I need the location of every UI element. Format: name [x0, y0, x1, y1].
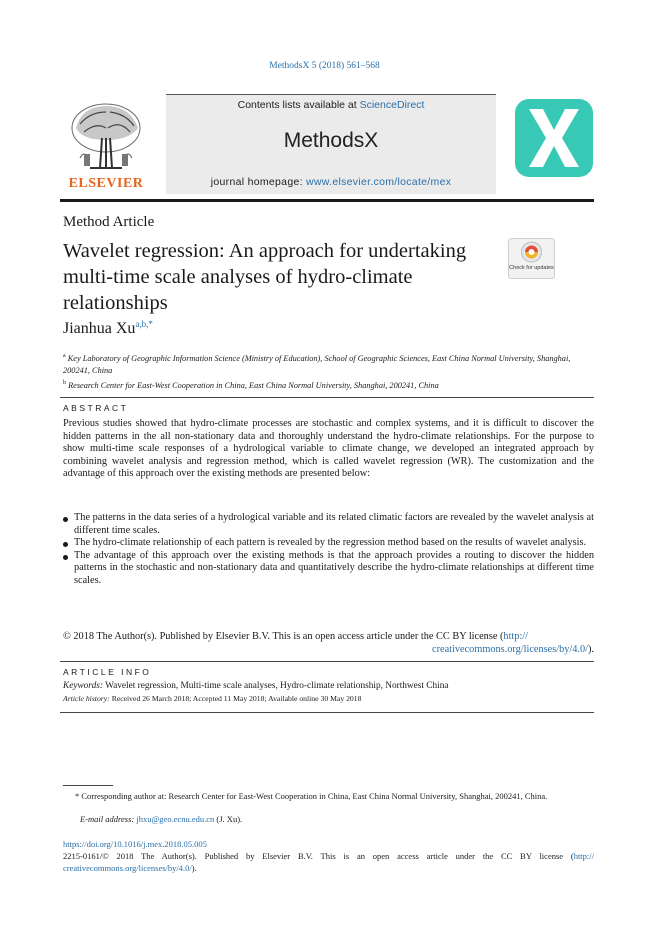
journal-name: MethodsX — [283, 129, 379, 152]
corresponding-author-note: * Corresponding author at: Research Center for East-West Cooperation in China, East China Normal University, Shanghai, 200241, China. — [75, 791, 548, 801]
license-statement: © 2018 The Author(s). Published by Elsevier B.V. This is an open access article under the CC BY license (http:// creativecommons.org/licenses/by/4.0/). — [63, 631, 594, 655]
author-affiliation-marks[interactable]: a,b,* — [135, 319, 153, 329]
license-link[interactable]: http:// — [503, 631, 529, 642]
license-link-cont[interactable]: creativecommons.org/licenses/by/4.0/ — [432, 643, 588, 655]
bullet-icon — [63, 542, 68, 547]
issn-license-link-cont[interactable]: creativecommons.org/licenses/by/4.0/ — [63, 862, 192, 873]
email-link[interactable]: jhxu@geo.ecnu.edu.cn — [136, 814, 215, 824]
abstract-text: Previous studies showed that hydro-climate processes are stochastic and complex systems, and it is difficult to discover the hidden patterns in the all non-stationary data and thoroughly understand the hydro-climate relationships. For the purpose to show multi-time scale responses of a hydrological variable to climate change, we developed an integrated approach by combining wavelet analysis and regression method, which is called wavelet regression (WR). The customization and the advantage of this approach over the existing methods are presented below: — [63, 418, 594, 480]
issn-license-link[interactable]: http:// — [573, 851, 594, 861]
check-badge-label: Check for updates — [509, 265, 554, 271]
list-item: The hydro-climate relationship of each pattern is revealed by the regression method based on the results of wavelet analysis. — [63, 537, 594, 550]
article-title: Wavelet regression: An approach for undertaking multi-time scale analyses of hydro-climate relationships — [63, 240, 467, 314]
article-info-rule — [60, 661, 594, 662]
check-for-updates-badge[interactable] — [508, 238, 555, 279]
article-history: Article history: Received 26 March 2018; Accepted 11 May 2018; Available online 30 May 2018 — [63, 694, 362, 703]
x-mark-icon — [515, 99, 593, 177]
keywords: Keywords: Wavelet regression, Multi-time scale analyses, Hydro-climate relationship, Northwest China — [63, 681, 449, 691]
affiliation-a: $^a$ Key Laboratory of Geographic Information Science (Ministry of Education), School of Geographic Sciences, East China Normal University, Shanghai, 200241, China — [63, 353, 571, 375]
bullet-icon — [63, 555, 68, 560]
list-item: The advantage of this approach over the existing methods is that the approach provides a routing to discover the hidden patterns in the stochastic and non-stationary data and quantitatively describe the hydro-climate relationships at different time scales. — [63, 550, 594, 588]
homepage-link[interactable]: www.elsevier.com/locate/mex — [306, 176, 452, 188]
homepage-line: journal homepage: www.elsevier.com/locate/mex — [210, 176, 452, 188]
highlights-list — [63, 512, 594, 588]
affiliations — [63, 350, 583, 392]
article-type: Method Article — [63, 214, 155, 230]
abstract-heading: ABSTRACT — [63, 403, 129, 413]
abstract-rule — [60, 397, 594, 398]
sciencedirect-link[interactable]: ScienceDirect — [359, 99, 425, 111]
bullet-icon — [63, 517, 68, 522]
footnote-rule — [63, 785, 113, 786]
doi-link[interactable]: https://doi.org/10.1016/j.mex.2018.05.005 — [63, 839, 207, 849]
author[interactable]: Jianhua $Xu^{a,b,*}$ — [63, 319, 153, 337]
elsevier-wordmark: ELSEVIER — [68, 176, 144, 191]
header-rule — [60, 199, 594, 202]
list-item: The patterns in the data series of a hydrological variable and its related climatic factors are revealed by the wavelet analysis at different time scales. — [63, 512, 594, 537]
issn-license: 2215-0161/© 2018 The Author(s). Published by Elsevier B.V. This is an open access article under the CC BY license (http:// creativecommons.org/licenses/by/4.0/). — [63, 851, 594, 873]
article-info-bottom-rule — [60, 712, 594, 713]
contents-line: Contents lists available at ScienceDirect — [237, 99, 425, 111]
affiliation-b: $^b$ Research Center for East-West Cooperation in China, East China Normal University, Shanghai, 200241, China — [63, 379, 439, 390]
email-line: E-mail address: jhxu@geo.ecnu.edu.cn (J. Xu). — [80, 814, 243, 824]
methodsx-logo — [515, 99, 593, 177]
article-info-heading: ARTICLE INFO — [63, 667, 152, 677]
journal-reference[interactable]: MethodsX 5 (2018) 561–568 — [269, 61, 380, 71]
